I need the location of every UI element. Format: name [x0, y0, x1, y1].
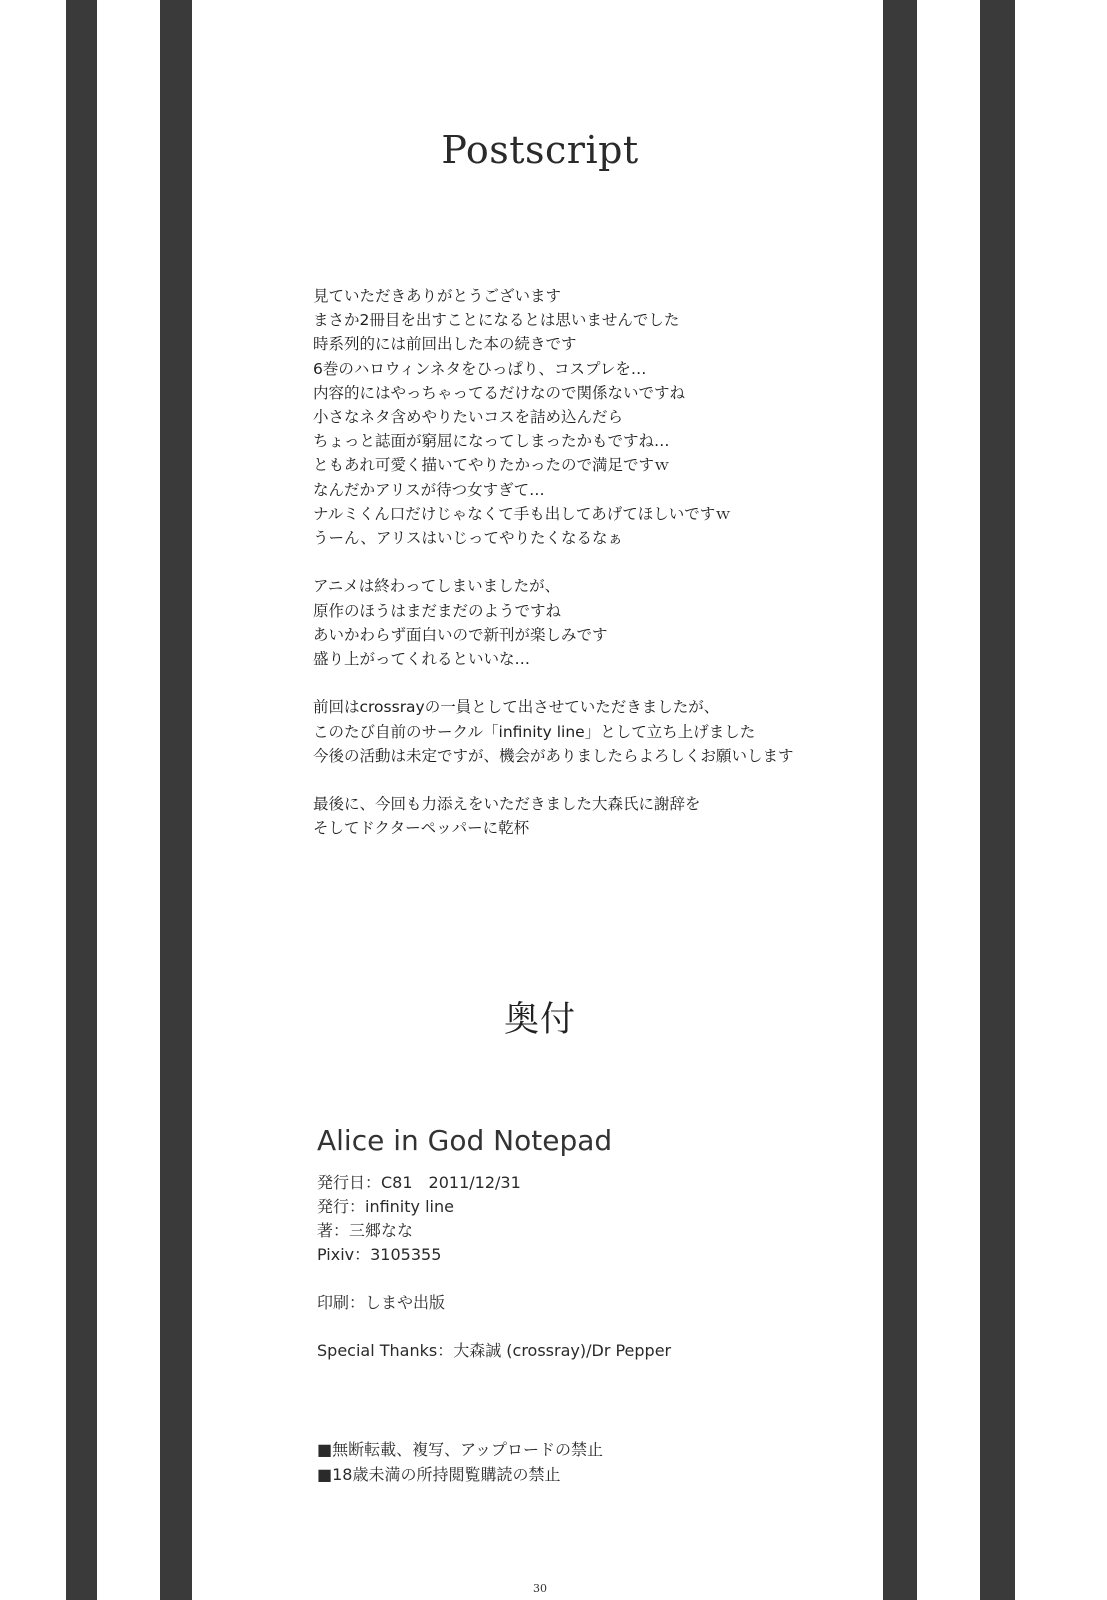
postscript-line: 内容的にはやっちゃってるだけなので関係ないですね — [313, 383, 686, 402]
postscript-line: 見ていただきありがとうございます — [313, 287, 562, 305]
printer: 印刷：しまや出版 — [317, 1293, 446, 1312]
postscript-line: 6巻のハロウィンネタをひっぱり、コスプレを… — [313, 359, 647, 378]
postscript-line: ちょっと誌面が窮屈になってしまったかもですね… — [313, 432, 670, 451]
notice-item: ■18歳未満の所持閲覧購読の禁止 — [317, 1465, 561, 1484]
border-stripe-right-inner — [883, 0, 917, 1600]
postscript-line: 原作のほうはまだまだのようですね — [313, 601, 562, 620]
special-thanks: Special Thanks：大森誠 (crossray)/Dr Pepper — [317, 1341, 672, 1360]
postscript-line: アニメは終わってしまいましたが、 — [313, 577, 561, 596]
author: 著：三郷なな — [317, 1221, 414, 1240]
spacer — [317, 1315, 671, 1339]
postscript-title: Postscript — [441, 128, 639, 172]
postscript-paragraph — [313, 284, 873, 550]
postscript-line: うーん、アリスはいじってやりたくなるなぁ — [313, 529, 624, 548]
postscript-line: ともあれ可愛く描いてやりたかったので満足ですｗ — [313, 456, 670, 475]
postscript-line: 最後に、今回も力添えをいただきました大森氏に謝辞を — [313, 795, 701, 814]
postscript-paragraph — [313, 695, 873, 768]
postscript-line: まさか2冊目を出すことになるとは思いませんでした — [313, 311, 680, 330]
postscript-line: このたび自前のサークル「infinity line」として立ち上げました — [313, 722, 756, 741]
postscript-line: 今後の活動は未定ですが、機会がありましたらよろしくお願いします — [313, 746, 794, 765]
postscript-line: ナルミくん口だけじゃなくて手も出してあげてほしいですｗ — [313, 504, 731, 523]
postscript-line: 時系列的には前回出した本の続きです — [313, 335, 577, 354]
colophon-heading: 奥付 — [503, 1000, 576, 1040]
publisher: 発行：infinity line — [317, 1197, 454, 1216]
postscript-line: 前回はcrossrayの一員として出させていただきましたが、 — [313, 698, 720, 717]
page-number: 30 — [533, 1582, 547, 1595]
notice-item: ■無断転載、複写、アップロードの禁止 — [317, 1440, 603, 1459]
postscript-body — [313, 284, 873, 865]
pixiv-id: Pixiv：3105355 — [317, 1245, 442, 1264]
postscript-line: 小さなネタ含めやりたいコスを詰め込んだら — [313, 408, 624, 427]
border-stripe-left-inner — [160, 0, 192, 1600]
spacer — [317, 1267, 671, 1291]
issue-date: 発行日：C81 2011/12/31 — [317, 1173, 521, 1192]
postscript-line: なんだかアリスが待つ女すぎて… — [313, 480, 545, 499]
notices — [317, 1437, 603, 1487]
postscript-paragraph — [313, 574, 873, 671]
border-stripe-left-outer — [66, 0, 97, 1600]
postscript-paragraph — [313, 792, 873, 840]
postscript-line: 盛り上がってくれるといいな… — [313, 650, 531, 669]
postscript-line: あいかわらず面白いので新刊が楽しみです — [313, 625, 608, 644]
postscript-line: そしてドクターペッパーに乾杯 — [313, 819, 530, 838]
book-title: Alice in God Notepad — [317, 1124, 613, 1157]
border-stripe-right-outer — [980, 0, 1015, 1600]
colophon-info — [317, 1171, 671, 1363]
